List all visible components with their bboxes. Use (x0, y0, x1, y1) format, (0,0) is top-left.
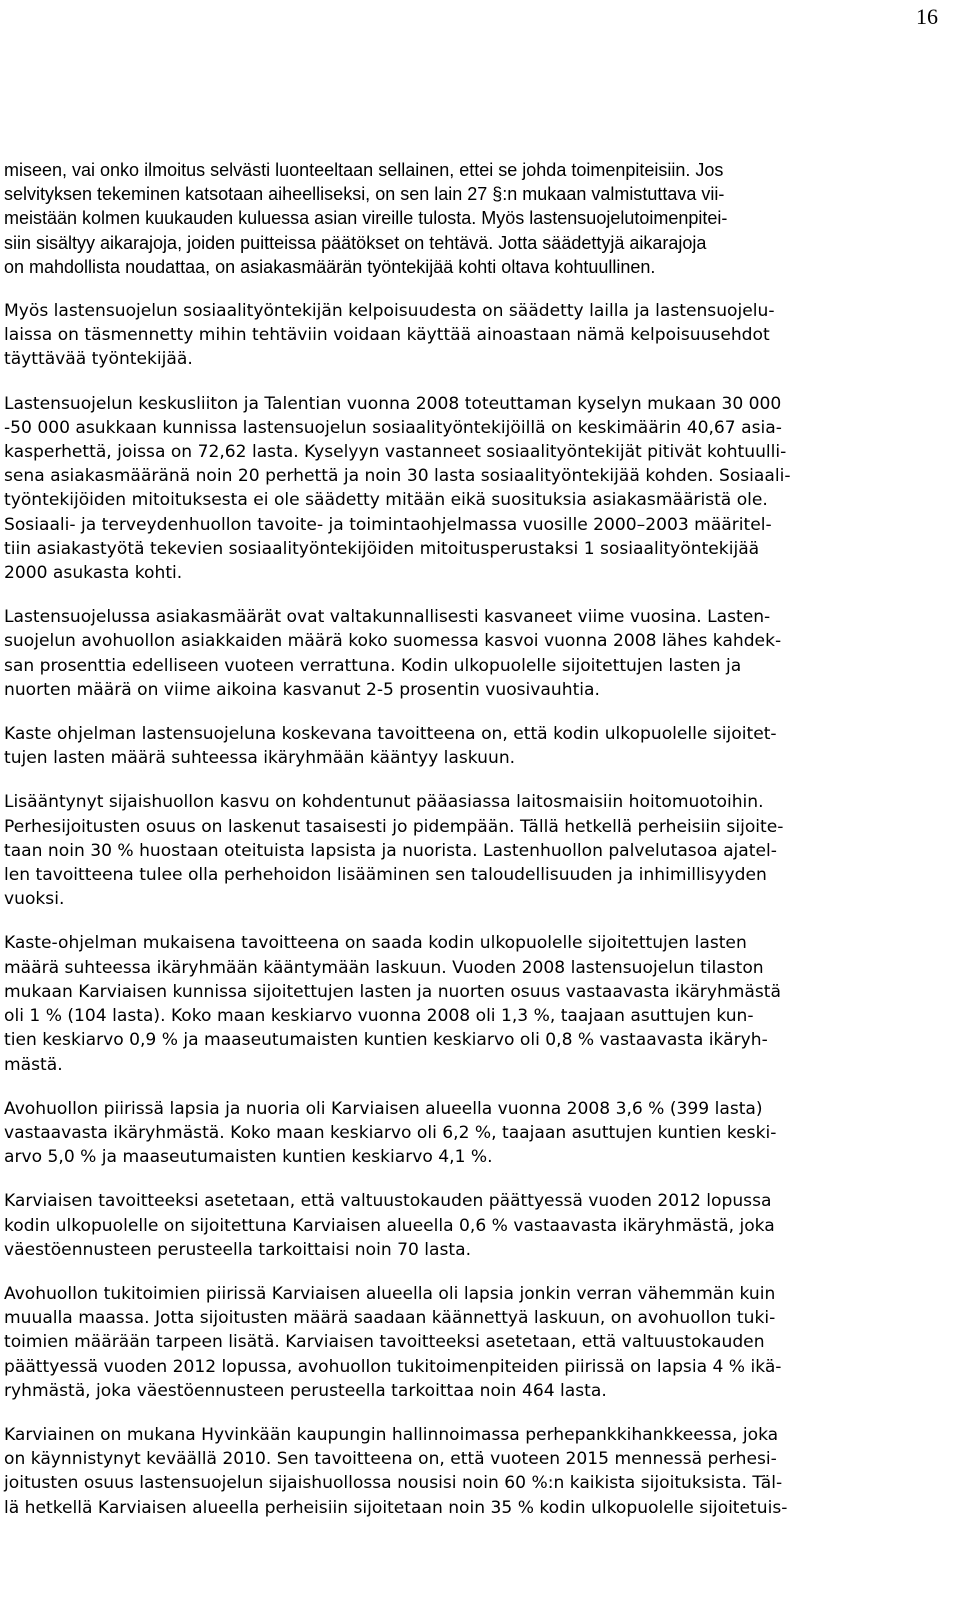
paragraph: Kaste ohjelman lastensuojeluna koskevana tavoitteena on, että kodin ulkopuolelle sijoitet- tujen lasten määrä suhteessa ikäryhmään kääntyy laskuun. (4, 724, 777, 769)
paragraph: Avohuollon piirissä lapsia ja nuoria oli Karviaisen alueella vuonna 2008 3,6 % (399 lasta) vastaavasta ikäryhmästä. Koko maan keskiarvo oli 6,2 %, taajaan asuttujen kuntien keski- arvo 5,0 % ja maaseutumaisten kuntien keskiarvo 4,1 %. (4, 1098, 777, 1168)
paragraph: Avohuollon tukitoimien piirissä Karviaisen alueella oli lapsia jonkin verran vähemmän kuin muualla maassa. Jotta sijoitusten määrä saadaan käännettyä laskuun, on avohuollon tuki- toimien määrään tarpeen lisätä. Karviaisen tavoitteeksi asetetaan, että valtuustokauden päättyessä vuoden 2012 lopussa, avohuollon tukitoimenpiteiden piirissä on lapsia 4 % ikä- ryhmästä, joka väestöennusteen perusteella tarkoittaa noin 464 lasta. (4, 1283, 782, 1401)
paragraph: Karviainen on mukana Hyvinkään kaupungin hallinnoimassa perhepankkihankkeessa, joka on käynnistynyt keväällä 2010. Sen tavoitteena on, että vuoteen 2015 mennessä perhesi- joitusten osuus lastensuojelun sijaishuollossa nousisi noin 60 %:n kaikista sijoituksista. Täl- lä hetkellä Karviaisen alueella perheisiin sijoitetaan noin 35 % kodin ulkopuolelle sijoitetuis- (4, 1424, 788, 1518)
paragraph: miseen, vai onko ilmoitus selvästi luonteeltaan sellainen, ettei se johda toimenpiteisiin. Jos selvityksen tekeminen katsotaan aiheelliseksi, on sen lain 27 §:n mukaan valmistuttava vii- meistään kolmen kuukauden kuluessa asian vireille tulosta. Myös lastensuojelutoimenpitei- siin sisältyy aikarajoja, joiden puitteissa päätökset on tehtävä. Jotta säädettyjä aikarajoja on mahdollista noudattaa, on asiakasmäärän työntekijää kohti oltava kohtuullinen. (4, 160, 728, 277)
document-body (4, 158, 934, 1540)
paragraph: Kaste-ohjelman mukaisena tavoitteena on saada kodin ulkopuolelle sijoitettujen lasten määrä suhteessa ikäryhmään kääntymään laskuun. Vuoden 2008 lastensuojelun tilaston mukaan Karviaisen kunnissa sijoitettujen lasten ja nuorten osuus vastaavasta ikäryhmästä oli 1 % (104 lasta). Koko maan keskiarvo vuonna 2008 oli 1,3 %, taajaan asuttujen kun- tien keskiarvo 0,9 % ja maaseutumaisten kuntien keskiarvo oli 0,8 % vastaavasta ikäryh- mästä. (4, 933, 781, 1075)
paragraph: Lisääntynyt sijaishuollon kasvu on kohdentunut pääasiassa laitosmaisiin hoitomuotoihin. Perhesijoitusten osuus on laskenut tasaisesti jo pidempään. Tällä hetkellä perheisiin sijoite- taan noin 30 % huostaan oteituista lapsista ja nuorista. Lastenhuollon palvelutasoa ajatel- len tavoitteena tulee olla perhehoidon lisääminen sen taloudellisuuden ja inhimillisyyden vuoksi. (4, 792, 784, 910)
paragraph: Myös lastensuojelun sosiaalityöntekijän kelpoisuudesta on säädetty lailla ja lastensuojelu- laissa on täsmennetty mihin tehtäviin voidaan käyttää ainoastaan nämä kelpoisuusehdot täyttävää työntekijää. (4, 301, 775, 370)
paragraph: Lastensuojelun keskusliiton ja Talentian vuonna 2008 toteuttaman kyselyn mukaan 30 000 -50 000 asukkaan kunnissa lastensuojelun sosiaalityöntekijöillä on keskimäärin 40,67 asia- kasperhettä, joissa on 72,62 lasta. Kyselyyn vastanneet sosiaalityöntekijät pitivät kohtuulli- sena asiakasmääränä noin 20 perhettä ja noin 30 lasta sosiaalityöntekijää kohden. Sosiaali- työntekijöiden mitoituksesta ei ole säädetty mitään eikä suosituksia asiakasmääristä ole. Sosiaali- ja terveydenhuollon tavoite- ja toimintaohjelmassa vuosille 2000–2003 määritel- tiin asiakastyötä tekevien sosiaalityöntekijöiden mitoitusperustaksi 1 sosiaalityöntekijää 2000 asukasta kohti. (4, 393, 791, 584)
page-number: 16 (916, 4, 938, 29)
paragraph: Lastensuojelussa asiakasmäärät ovat valtakunnallisesti kasvaneet viime vuosina. Lasten- suojelun avohuollon asiakkaiden määrä koko suomessa kasvoi vuonna 2008 lähes kahdek- san prosenttia edelliseen vuoteen verrattuna. Kodin ulkopuolelle sijoitettujen lasten ja nuorten määrä on viime aikoina kasvanut 2-5 prosentin vuosivauhtia. (4, 607, 782, 700)
paragraph: Karviaisen tavoitteeksi asetetaan, että valtuustokauden päättyessä vuoden 2012 lopussa kodin ulkopuolelle on sijoitettuna Karviaisen alueella 0,6 % vastaavasta ikäryhmästä, joka väestöennusteen perusteella tarkoittaisi noin 70 lasta. (4, 1191, 775, 1260)
